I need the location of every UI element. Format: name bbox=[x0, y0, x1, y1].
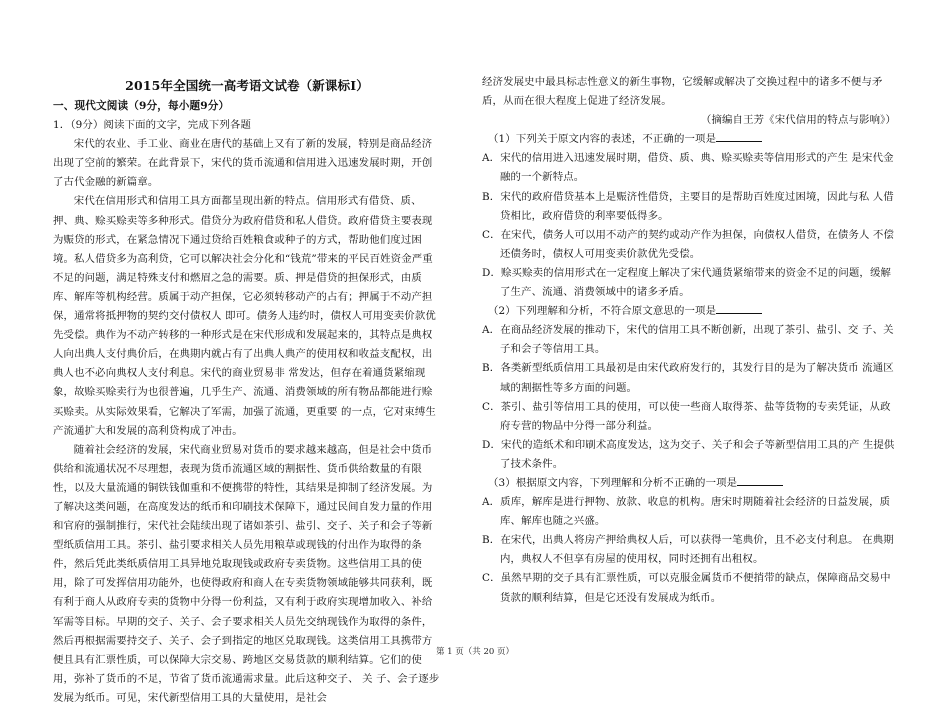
option-item: C．茶引、盐引等信用工具的使用，可以使一些商人取得茶、盐等货物的专卖凭证，从政府专营的物品中分得一部分利益。 bbox=[482, 400, 891, 432]
question-stem: （2）下列理解和分析，不符合原文意思的一项是 bbox=[482, 302, 900, 321]
option-item: A．宋代的信用进入迅速发展时期，借贷、质、典、赊买赊卖等信用形式的产生 是宋代金融的一个新特点。 bbox=[482, 152, 894, 184]
question-stem: （3）根据原文内容，下列理解和分析不正确的一项是 bbox=[482, 474, 900, 493]
option-item: B．在宋代，出典人将房产押给典权人后，可以获得一笔典价，且不必支付利息。 在典期内，典权人不但享有房屋的使用权，同时还拥有出租权。 bbox=[482, 534, 894, 566]
option-item: A．在商品经济发展的推动下，宋代的信用工具不断创新，出现了茶引、盐引、交 子、关子和会子等信用工具。 bbox=[482, 324, 894, 356]
section-heading: 一、现代文阅读（9分，每小题9分） bbox=[53, 100, 230, 112]
passage-paragraph-2: 宋代在信用形式和信用工具方面都呈现出新的特点。信用形式有借贷、质、押、典、赊买赊卖等多种形式。借贷分为政府借贷和私人借贷。政府借贷主要表现为赈贷的形式，在紧急情况下通过贷给百姓粮食或种子的方式，帮助他们度过困境。私人借贷多为高利贷，它可以解决社会分化和“钱荒”带来的平民百姓资金严重不足的问题，满足特殊支付和燃眉之急的需要。质、押是借贷的担保形式，由质库、解库等机构经营。质属于动产担保，它必须转移动产的占有；押属于不动产担保，通常将抵押物的契约交付债权人 即可。债务人违约时，债权人可用变卖价款优先受偿。典作为不动产转移的一种形式是在宋代形成和发展起来的，其特点是典权人向出典人支付典价后，在典期内就占有了出典人典产的使用权和收益支配权，出典人也不必向典权人支付利息。宋代的商业贸易非 常发达，但存在着通货紧缩现象，故赊买赊卖行为也很普遍，几乎生产、流通、消费领域的所有物品都能进行赊买赊卖。从实际效果看，它解决了军需，加强了流通，更重要 的一点，它对束缚生产流通扩大和发展的高利贷构成了冲击。 bbox=[53, 195, 436, 437]
source-citation: （摘编自王芳《宋代信用的特点与影响》） bbox=[700, 114, 896, 127]
right-column bbox=[482, 0, 900, 608]
page-title: 2015年全国统一高考语文试卷（新课标Ⅰ） bbox=[125, 78, 369, 93]
option-item: D．宋代的造纸术和印刷术高度发达，这为交子、关子和会子等新型信用工具的产 生提供了技术条件。 bbox=[482, 438, 895, 470]
passage-paragraph-3-continued: 经济发展史中最具标志性意义的新生事物，它缓解或解决了交换过程中的诸多不便与矛盾，从而在很大程度上促进了经济发展。 bbox=[482, 76, 883, 108]
left-column bbox=[53, 0, 441, 708]
answer-blank bbox=[737, 474, 783, 486]
answer-blank bbox=[716, 302, 762, 314]
answer-blank bbox=[716, 130, 762, 142]
question-stem: （1）下列关于原文内容的表述，不正确的一项是 bbox=[482, 130, 900, 149]
passage-paragraph-3: 随着社会经济的发展，宋代商业贸易对货币的要求越来越高，但是社会中货币供给和流通状况不尽理想，表现为货币流通区域的割据性、货币供给数量的有限性，以及大量流通的铜铁钱伽重和不便携带的特性，其结果是抑制了经济发展。为了解决这类问题，在高度发达的纸币和印刷技术保障下，通过民间自发力量的作用和官府的强制推行，宋代社会陆续出现了诸如茶引、盐引、交子、关子和会子等新型纸质信用工具。茶引、盐引要求相关人员先用粮草或现钱的付出作为取得的条件，然后凭此类纸质信用工具异地兑取现钱或政府专卖货物。这些信用工具的使用，除了可发挥信用功能外，也使得政府和商人在专卖货物领域能够共同获利，既有利于商人从政府专卖的货物中分得一份利益，又有利于政府实现增加收入、补给军需等目标。早期的交子、关子、会子要求相关人员先交纳现钱作为取得的条件，然后再根据需要持交子、关子、会子到指定的地区兑取现钱。这类信用工具携带方便且具有汇票性质，可以保障大宗交易、跨地区交易货款的顺利结算。它们的使用，弥补了货币的不足，节省了货币流通需求量。此后这种交子、 关 子、会子逐步发展为纸币。可见，宋代新型信用工具的大量使用，是社会 bbox=[53, 443, 440, 704]
option-item: D．赊买赊卖的信用形式在一定程度上解决了宋代通货紧缩带来的资金不足的问题，缓解了生产、流通、消费领域中的诸多矛盾。 bbox=[482, 266, 892, 299]
option-item: A．质库，解库是进行押物、放款、收息的机构。唐宋时期随着社会经济的日益发展，质库、解库也随之兴盛。 bbox=[482, 496, 891, 528]
passage-paragraph-1: 宋代的农业、手工业、商业在唐代的基础上又有了新的发展，特别是商品经济出现了空前的繁荣。在此背景下，宋代的货币流通和信用进入迅速发展时期，开创了古代金融的新篇章。 bbox=[53, 138, 433, 189]
option-item: B．各类新型纸质信用工具最初是由宋代政府发行的，其发行目的是为了解决货币 流通区域的割据性等多方面的问题。 bbox=[482, 362, 894, 394]
option-item: B．宋代的政府借贷基本上是赈济性借贷，主要目的是帮助百姓度过困境，因此与私 人借贷相比，政府借贷的利率要低得多。 bbox=[482, 190, 894, 222]
question-intro: 1．（9分）阅读下面的文字，完成下列各题 bbox=[53, 119, 252, 132]
page-footer: 第 1 页（共 20 页） bbox=[435, 647, 515, 657]
option-item: C．在宋代，债务人可以用不动产的契约或动产作为担保，向债权人借贷，在债务人 不偿还债务时，债权人可用变卖价款优先受偿。 bbox=[482, 228, 895, 260]
option-item: C．虽然早期的交子具有汇票性质，可以克服金属货币不便捎带的缺点，保障商品交易中货款的顺利结算，但是它还没有发展成为纸币。 bbox=[482, 572, 891, 604]
